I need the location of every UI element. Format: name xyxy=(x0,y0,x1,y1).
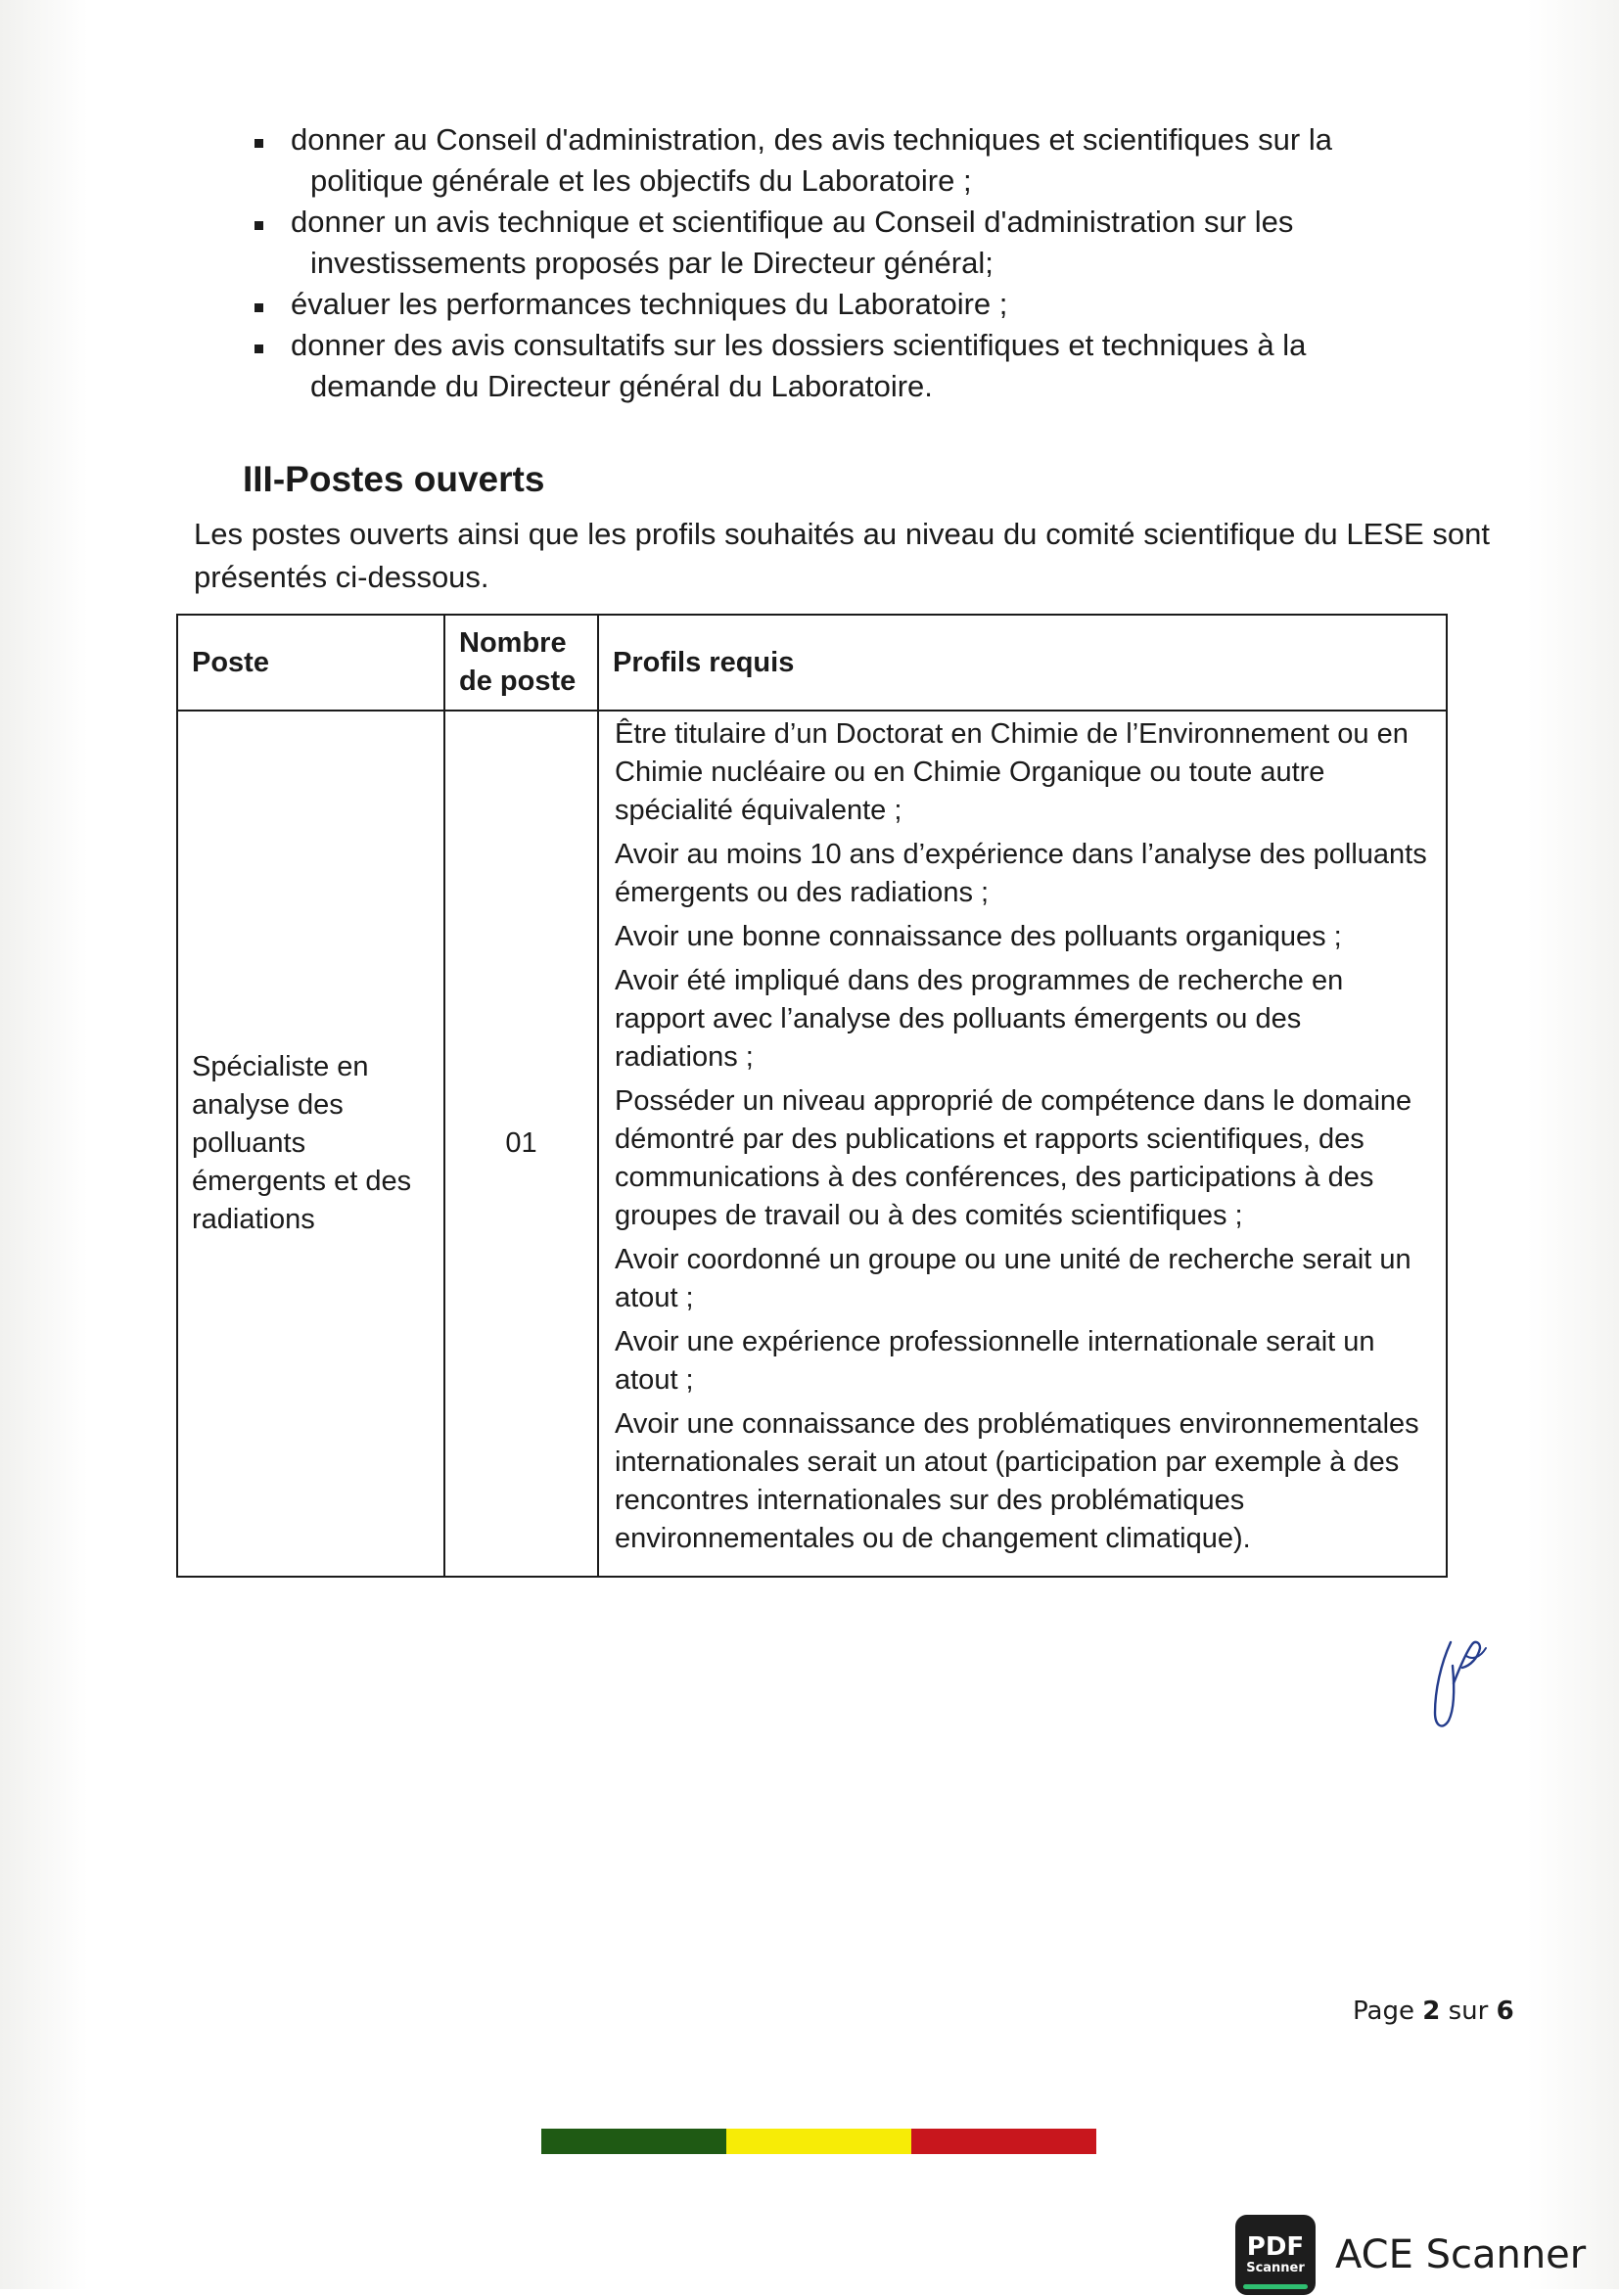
flag-color-bar xyxy=(541,2129,1096,2154)
profil-item: Avoir coordonné un groupe ou une unité de recherche serait un atout ; xyxy=(615,1244,1411,1313)
scanner-app-name: ACE Scanner xyxy=(1335,2232,1587,2277)
table-row xyxy=(177,711,1447,1577)
header-profils: Profils requis xyxy=(598,615,1447,711)
cell-profils xyxy=(598,711,1447,1577)
section-heading: III-Postes ouverts xyxy=(243,459,545,499)
postes-table xyxy=(176,614,1448,1578)
profil-item: Avoir été impliqué dans des programmes de recherche en rapport avec l’analyse des polluants émergents ou des radiations ; xyxy=(615,965,1344,1073)
bullet-list xyxy=(250,119,1493,407)
list-item: donner au Conseil d'administration, des avis techniques et scientifiques sur la politique générale et les objectifs du Laboratoire ; xyxy=(250,119,1493,202)
section-intro: Les postes ouverts ainsi que les profils souhaités au niveau du comité scientifique du LESE sont présentés ci-dessous. xyxy=(194,517,1490,594)
flag-stripe-yellow xyxy=(726,2129,911,2154)
page-number: Page 2 sur 6 xyxy=(1353,1997,1514,2026)
profil-item: Posséder un niveau approprié de compétence dans le domaine démontré par des publications et rapports scientifiques, des communications à des conférences, des participations à des groupes de travail ou à des comités scientifiques ; xyxy=(615,1085,1412,1231)
list-item: évaluer les performances techniques du Laboratoire ; xyxy=(250,284,1493,325)
flag-stripe-red xyxy=(911,2129,1096,2154)
header-nombre: Nombre de poste xyxy=(444,615,598,711)
cell-poste: Spécialiste en analyse des polluants émergents et des radiations xyxy=(177,711,444,1577)
scanner-watermark xyxy=(1235,2214,1586,2296)
profil-item: Avoir une bonne connaissance des polluants organiques ; xyxy=(615,921,1342,952)
table-header-row xyxy=(177,615,1447,711)
profil-item: Avoir une expérience professionnelle internationale serait un atout ; xyxy=(615,1326,1375,1396)
profil-item: Avoir au moins 10 ans d’expérience dans l’analyse des polluants émergents ou des radiations ; xyxy=(615,839,1427,908)
pdf-scanner-icon: PDF Scanner xyxy=(1235,2215,1316,2295)
cell-nombre: 01 xyxy=(444,711,598,1577)
list-item: donner des avis consultatifs sur les dossiers scientifiques et techniques à la demande du Directeur général du Laboratoire. xyxy=(250,325,1493,407)
handwritten-initials-signature xyxy=(1421,1636,1502,1734)
list-item: donner un avis technique et scientifique au Conseil d'administration sur les investissements proposés par le Directeur général; xyxy=(250,202,1493,284)
flag-stripe-green xyxy=(541,2129,726,2154)
profil-item: Être titulaire d’un Doctorat en Chimie de l’Environnement ou en Chimie nucléaire ou en Chimie Organique ou toute autre spécialité équivalente ; xyxy=(615,718,1409,826)
header-poste: Poste xyxy=(177,615,444,711)
profil-item: Avoir une connaissance des problématiques environnementales internationales serait un atout (participation par exemple à des rencontres internationales sur des problématiques environnementales ou de changement climatique). xyxy=(615,1408,1419,1554)
